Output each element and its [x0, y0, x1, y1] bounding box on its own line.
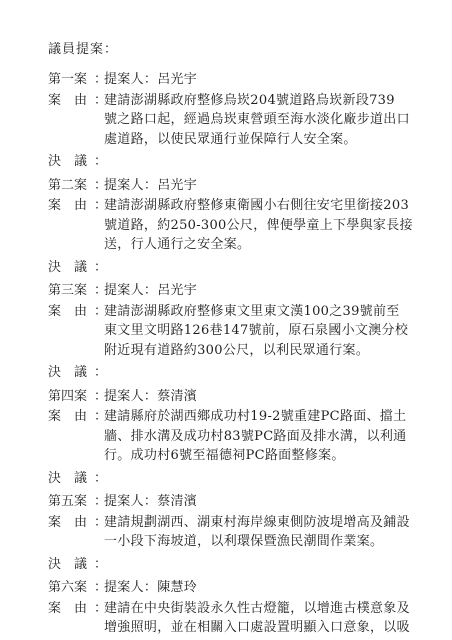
section-heading: 議員提案： [48, 42, 119, 57]
reason-line: 增強照明，並在相關入口處設置明顯入口意象，以吸 [104, 620, 410, 635]
colon: ： [94, 388, 108, 404]
colon: ： [94, 259, 108, 275]
colon: ： [94, 303, 108, 319]
proposal-number: 第二案 [48, 177, 88, 193]
resolution-label: 決 議 [48, 154, 88, 169]
colon: ： [94, 580, 108, 595]
colon: ： [94, 494, 108, 509]
colon: ： [94, 514, 108, 530]
reason-line: 號道路，約250-300公尺，俾便學童上下學與家長接 [104, 217, 413, 233]
proposal-number: 第六案 [48, 580, 88, 595]
reason-line: 建請澎湖縣政府整修東衛國小右側往安宅里銜接203 [104, 198, 410, 213]
proposal-number: 第四案 [48, 388, 88, 404]
resolution-label: 決 議 [48, 470, 88, 486]
reason-line: 行。成功村6號至福德祠PC路面整修案。 [104, 448, 345, 463]
reason-line: 建請在中央街裝設永久性古燈籠，以增進古樸意象及 [104, 600, 410, 616]
colon: ： [94, 198, 108, 213]
proposal-number: 第三案 [48, 283, 88, 298]
colon: ： [94, 72, 108, 87]
colon: ： [94, 154, 108, 169]
reason-label: 案 由 [48, 514, 88, 530]
proposer: 提案人：呂光宇 [104, 177, 198, 193]
colon: ： [94, 92, 108, 108]
colon: ： [94, 283, 108, 298]
reason-line: 建請縣府於湖西鄉成功村19-2號重建PC路面、擋土 [104, 409, 407, 424]
resolution-label: 決 議 [48, 259, 88, 275]
colon: ： [94, 409, 108, 424]
reason-line: 建請規劃湖西、湖東村海岸線東側防波堤增高及鋪設 [104, 514, 410, 530]
reason-line: 東文里文明路126巷147號前，原石泉國小文澳分校 [104, 323, 409, 338]
colon: ： [94, 365, 108, 380]
proposer: 提案人：陳慧玲 [104, 580, 198, 595]
colon: ： [94, 470, 108, 486]
proposer: 提案人：呂光宇 [104, 72, 198, 87]
colon: ： [94, 177, 108, 193]
reason-line: 建請澎湖縣政府整修烏崁204號道路烏崁新段739 [104, 92, 395, 108]
proposer: 提案人：呂光宇 [104, 283, 198, 298]
resolution-label: 決 議 [48, 365, 88, 380]
reason-label: 案 由 [48, 198, 88, 213]
colon: ： [94, 600, 108, 616]
reason-line: 建請澎湖縣政府整修東文里東文漢100之39號前至 [104, 303, 400, 319]
proposer: 提案人：蔡清濱 [104, 388, 198, 404]
reason-label: 案 由 [48, 92, 88, 108]
reason-line: 牆、排水溝及成功村83號PC路面及排水溝，以利通 [104, 428, 407, 444]
resolution-label: 決 議 [48, 556, 88, 572]
reason-line: 送，行人通行之安全案。 [104, 237, 251, 252]
proposal-number: 第五案 [48, 494, 88, 509]
proposal-number: 第一案 [48, 72, 88, 87]
reason-line: 一小段下海坡道，以利環保暨漁民潮間作業案。 [104, 534, 384, 549]
reason-label: 案 由 [48, 600, 88, 616]
reason-label: 案 由 [48, 303, 88, 319]
proposer: 提案人：蔡清濱 [104, 494, 198, 509]
reason-line: 附近現有道路約300公尺，以利民眾通行案。 [104, 342, 370, 358]
colon: ： [94, 556, 108, 572]
reason-label: 案 由 [48, 409, 88, 424]
reason-line: 處道路，以使民眾通行並保障行人安全案。 [104, 131, 357, 147]
reason-line: 號之路口起，經過烏崁東營頭至海水淡化廠步道出口 [104, 112, 410, 127]
